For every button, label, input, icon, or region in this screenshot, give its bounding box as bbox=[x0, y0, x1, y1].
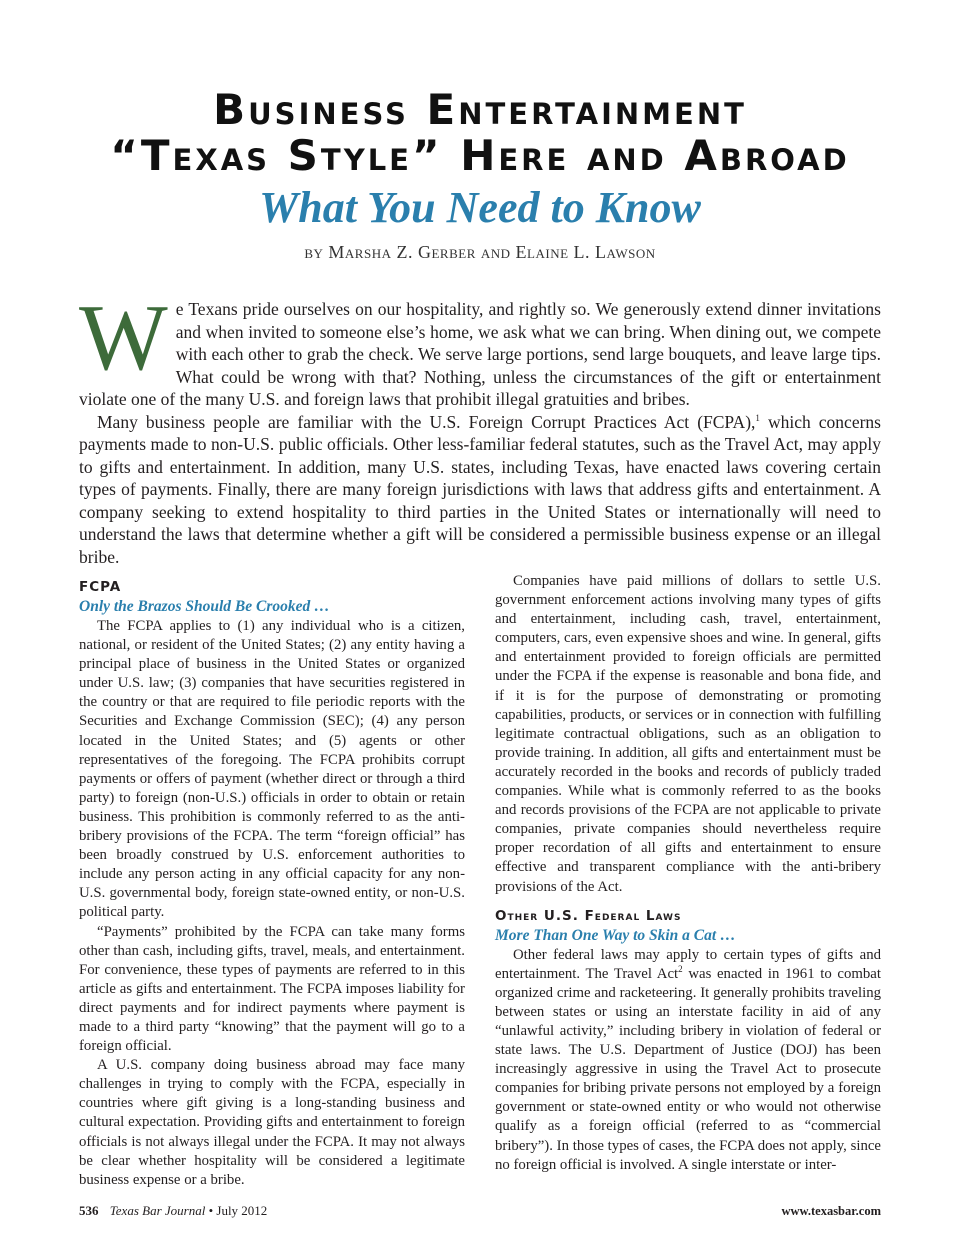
intro-paragraph-2-text-b: which concerns payments made to non-U.S. public officials. Other less-familiar federal statutes, such as the Travel Act, may apply to gifts and entertainment. In addition, many U.S. states, including Texas, have enacted laws covering certain types of payments. Finally, there are many foreign jurisdictions with laws that address gifts and entertainment. A company seeking to extend hospitality to third parties in the United States or internationally will need to understand the laws that determine whether a gift will be considered a permissible business expense or an illegal bribe. bbox=[79, 411, 881, 567]
article-subtitle: What You Need to Know bbox=[259, 183, 701, 232]
intro-paragraph-1 bbox=[79, 286, 881, 411]
footnote-2-marker: 2 bbox=[678, 963, 683, 974]
footer-separator: • bbox=[208, 1203, 214, 1218]
left-column bbox=[79, 572, 465, 1190]
right-paragraph-1: Companies have paid millions of dollars to settle U.S. government enforcement actions involving many types of gifts and entertainment, including cash, travel, entertainment, computers, cars, even expensive shoes and wine. In general, gifts and entertainment provided to foreign officials are permitted under the FCPA if the expense is reasonable and bona fide, and if it is for the purpose of demonstrating or promoting capabilities, products, or services or in connection with fulfilling legitimate contractual obligations, such as an obligation to provide training. In addition, all gifts and entertainment must be accurately recorded in the books and records of publicly traded companies. While what is commonly referred to as the books and records provisions of the FCPA are not applicable to private companies, private companies should nevertheless require proper recordation of all gifts and entertainment to ensure effective and transparent compliance with the anti-bribery provisions of the Act. bbox=[495, 573, 881, 895]
page-number: 536 bbox=[79, 1203, 99, 1218]
page-footer bbox=[79, 1202, 881, 1220]
right-column bbox=[495, 572, 881, 1175]
journal-name: Texas Bar Journal bbox=[109, 1203, 206, 1218]
left-paragraph-1: The FCPA applies to (1) any individual who is a citizen, national, or resident of the United States; (2) any entity having a principal place of business in the United States or organized under U.S. law; (3) companies that have securities registered in the country or that are required to file periodic reports with the Securities and Exchange Commission (SEC); (4) any person located in the United States; and (5) agents or other representatives of the foregoing. The FCPA prohibits corrupt payments or offers of payment (whether direct or through a third party) to foreign (non-U.S.) officials in order to obtain or retain business. This prohibition is commonly referred to as the anti-bribery provisions of the FCPA. The term “foreign official” has been broadly construed by U.S. enforcement authorities to include any person acting in any official capacity for any non-U.S. governmental body, foreign state-owned entity, or non-U.S. political party. bbox=[79, 618, 465, 921]
section-subheading-federal-laws: More Than One Way to Skin a Cat … bbox=[495, 926, 736, 944]
intro-paragraph-2 bbox=[79, 411, 881, 569]
right-paragraph-2-text-a: Other federal laws may apply to certain types of gifts and entertainment. The Travel Act bbox=[495, 946, 881, 982]
left-paragraph-3: A U.S. company doing business abroad may face many challenges in trying to comply with the FCPA, especially in countries where gift giving is a long-standing business and cultural expectation. Providing gifts and entertainment to foreign officials is not always illegal under the FCPA. It may not always be clear whether hospitality will be considered a legitimate business expense or a bribe. bbox=[79, 1057, 465, 1188]
website-link[interactable]: www.texasbar.com bbox=[781, 1204, 881, 1218]
section-heading-fcpa: FCPA bbox=[79, 579, 122, 595]
intro-paragraph-2-text-a: Many business people are familiar with the U.S. Foreign Corrupt Practices Act (FCPA), bbox=[97, 411, 756, 432]
right-paragraph-2 bbox=[495, 946, 881, 1175]
left-paragraph-2: “Payments” prohibited by the FCPA can take many forms other than cash, including gifts, travel, meals, and entertainment. For convenience, these types of payments are referred to in this article as gifts and entertainment. The FCPA imposes liability for direct payments and for indirect payments where payment is made to a third party “knowing” that the payment will go to a foreign official. bbox=[79, 923, 465, 1055]
issue-date: July 2012 bbox=[216, 1203, 268, 1218]
footnote-1-marker: 1 bbox=[755, 412, 760, 423]
byline: by Marsha Z. Gerber and Elaine L. Lawson bbox=[304, 242, 656, 262]
intro-paragraph-1-text: e Texans pride ourselves on our hospitality, and rightly so. We generously extend dinner invitations and when invited to someone else’s home, we ask what we can bring. When dining out, we compete with each other to grab the check. We serve large portions, send large bouquets, and leave large tips. What could be wrong with that? Nothing, unless the circumstances of the gift or entertainment violate one of the many U.S. and foreign laws that prohibit illegal gratuities and bribes. bbox=[79, 299, 881, 409]
intro-section bbox=[79, 286, 881, 568]
article-title-line-2: “Texas Style” Here and Abroad bbox=[110, 131, 850, 180]
drop-cap: W bbox=[79, 286, 168, 390]
section-subheading-fcpa: Only the Brazos Should Be Crooked … bbox=[79, 598, 330, 615]
section-heading-federal-laws: Other U.S. Federal Laws bbox=[495, 907, 682, 924]
right-paragraph-2-text-b: was enacted in 1961 to combat organized crime and racketeering. It generally prohibits traveling between states or using an interstate facility in aid of any “unlawful activity,” including bribery in violation of federal or state laws. The U.S. Department of Justice (DOJ) has been increasingly aggressive in using the Travel Act to prosecute companies for bribing private persons not employed by a foreign government or state-owned entity or who would not otherwise qualify as a foreign official (referred to as “commercial bribery”). In those types of cases, the FCPA does not apply, since no foreign official is involved. A single interstate or inter- bbox=[495, 965, 881, 1173]
article-title-line-1: Business Entertainment bbox=[213, 85, 747, 134]
